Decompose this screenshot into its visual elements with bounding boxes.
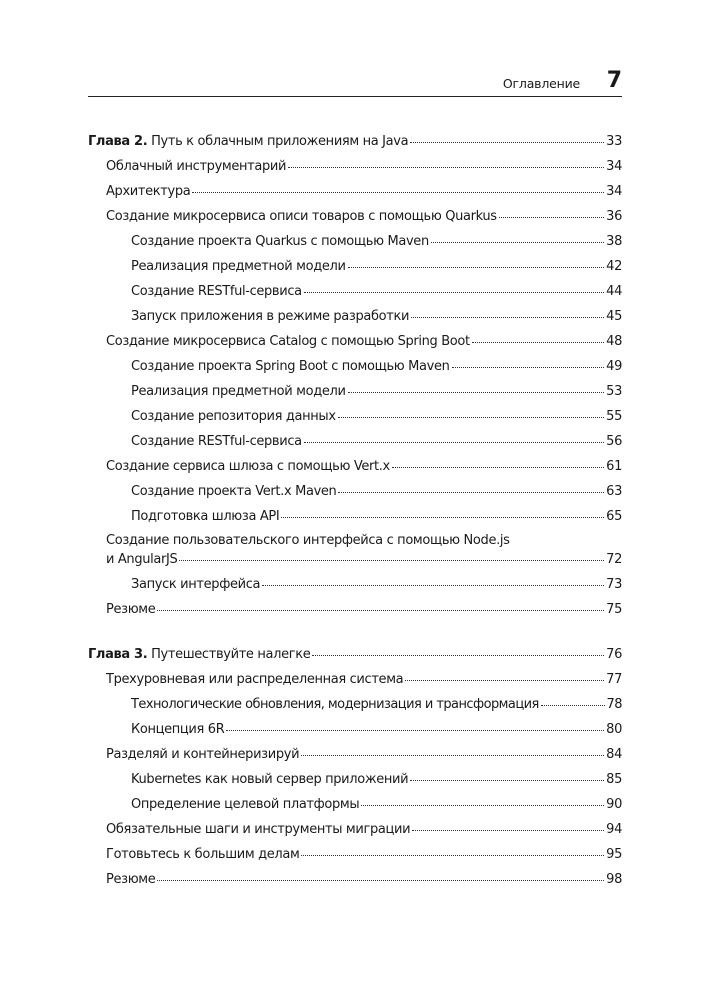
- toc-page: 56: [606, 434, 622, 449]
- dot-leader: [281, 517, 604, 518]
- toc-page: 44: [606, 284, 622, 299]
- dot-leader: [361, 805, 604, 806]
- toc-page: 38: [606, 234, 622, 249]
- toc-subentry[interactable]: [131, 259, 622, 275]
- dot-leader: [472, 342, 604, 343]
- page-number: 7: [606, 68, 622, 93]
- toc-entry-text: Создание проекта Quarkus с помощью Maven: [131, 234, 429, 249]
- toc-page: 78: [606, 697, 622, 712]
- toc-entry-text: Резюме: [106, 872, 156, 887]
- dot-leader: [312, 655, 604, 656]
- dot-leader: [392, 467, 604, 468]
- toc-page: 77: [606, 672, 622, 687]
- dot-leader: [338, 417, 604, 418]
- toc-subentry[interactable]: [131, 577, 622, 593]
- chapter-label: Глава 3.: [88, 647, 148, 662]
- dot-leader: [499, 217, 604, 218]
- toc-page: 36: [606, 209, 622, 224]
- toc-entry-text: Создание проекта Spring Boot с помощью Maven: [131, 359, 450, 374]
- toc-entry[interactable]: [106, 334, 622, 350]
- toc-subentry[interactable]: [131, 434, 622, 450]
- toc-entry-text: Создание RESTful-сервиса: [131, 434, 302, 449]
- dot-leader: [410, 142, 604, 143]
- dot-leader: [452, 367, 605, 368]
- dot-leader: [301, 855, 604, 856]
- toc-entry-text: Запуск приложения в режиме разработки: [131, 309, 410, 324]
- toc-page: 34: [606, 184, 622, 199]
- toc-subentry[interactable]: [131, 309, 622, 325]
- toc-subentry[interactable]: [131, 484, 622, 500]
- toc-page: 65: [606, 509, 622, 524]
- toc-entry-text: Создание микросервиса описи товаров с помощью Quarkus: [106, 209, 497, 224]
- toc-entry-text: Готовьтесь к большим делам: [106, 847, 300, 862]
- toc-page: 55: [606, 409, 622, 424]
- toc-entry-text: Создание RESTful-сервиса: [131, 284, 302, 299]
- dot-leader: [410, 780, 604, 781]
- toc-subentry[interactable]: [131, 722, 622, 738]
- toc-entry-text: Облачный инструментарий: [106, 159, 287, 174]
- toc-chapter-3[interactable]: [88, 647, 622, 663]
- toc-chapter-2[interactable]: [88, 134, 622, 150]
- dot-leader: [157, 610, 604, 611]
- toc-entry-text: Реализация предметной модели: [131, 384, 346, 399]
- toc-page: 84: [606, 747, 622, 762]
- toc-entry-text: Создание сервиса шлюза с помощью Vert.x: [106, 459, 390, 474]
- toc-page: 63: [606, 484, 622, 499]
- toc-page: 48: [606, 334, 622, 349]
- toc-entry-text: Реализация предметной модели: [131, 259, 346, 274]
- running-header: [88, 66, 622, 97]
- toc-entry[interactable]: [106, 847, 622, 863]
- toc-page: 80: [606, 722, 622, 737]
- toc-page: 42: [606, 259, 622, 274]
- dot-leader: [348, 392, 605, 393]
- toc-page: 85: [606, 772, 622, 787]
- toc-entry-text: Технологические обновления, модернизация и трансформация: [131, 697, 539, 712]
- toc-page: 95: [606, 847, 622, 862]
- dot-leader: [338, 492, 604, 493]
- dot-leader: [288, 167, 604, 168]
- toc-subentry[interactable]: [131, 797, 622, 813]
- dot-leader: [411, 317, 604, 318]
- toc-page: 49: [606, 359, 622, 374]
- toc-entry-text: Архитектура: [106, 184, 191, 199]
- dot-leader: [541, 705, 605, 706]
- toc-subentry[interactable]: [131, 409, 622, 425]
- toc-page: 73: [606, 577, 622, 592]
- chapter-title: Путь к облачным приложениям на Java: [151, 134, 409, 149]
- toc-entry[interactable]: [106, 672, 622, 688]
- toc-entry-text: Создание репозитория данных: [131, 409, 336, 424]
- toc-page: 72: [606, 552, 622, 567]
- dot-leader: [348, 267, 605, 268]
- toc-subentry[interactable]: [131, 284, 622, 300]
- dot-leader: [304, 292, 604, 293]
- toc-subentry[interactable]: [131, 509, 622, 525]
- toc-entry[interactable]: [106, 872, 622, 888]
- dot-leader: [262, 585, 604, 586]
- toc-entry[interactable]: [106, 747, 622, 763]
- toc-entry-text[interactable]: Создание пользовательского интерфейса с помощью Node.js: [106, 533, 510, 548]
- toc-page: 75: [606, 602, 622, 617]
- toc-entry-text: Создание проекта Vert.x Maven: [131, 484, 337, 499]
- toc-entry-text: Резюме: [106, 602, 156, 617]
- toc-entry[interactable]: [106, 159, 622, 175]
- header-title: Оглавление: [502, 76, 580, 91]
- chapter-title: Путешествуйте налегке: [151, 647, 311, 662]
- toc-entry[interactable]: [106, 822, 622, 838]
- toc-entry-text: Kubernetes как новый сервер приложений: [131, 772, 409, 787]
- toc-subentry[interactable]: [131, 697, 622, 713]
- toc-entry[interactable]: [106, 602, 622, 618]
- toc-page: 53: [606, 384, 622, 399]
- toc-entry-text-continued: и AngularJS: [106, 552, 178, 567]
- toc-subentry[interactable]: [131, 384, 622, 400]
- toc-entry-text: Обязательные шаги и инструменты миграции: [106, 822, 411, 837]
- dot-leader: [157, 880, 604, 881]
- toc-subentry[interactable]: [131, 359, 622, 375]
- toc-page: 90: [606, 797, 622, 812]
- toc-subentry[interactable]: [131, 772, 622, 788]
- dot-leader: [405, 680, 604, 681]
- toc-entry-text: Запуск интерфейса: [131, 577, 261, 592]
- toc-page: 76: [606, 647, 622, 662]
- dot-leader: [304, 442, 604, 443]
- toc-entry-text: Создание микросервиса Catalog с помощью Spring Boot: [106, 334, 470, 349]
- dot-leader: [226, 730, 604, 731]
- toc-page: 98: [606, 872, 622, 887]
- toc-page: 61: [606, 459, 622, 474]
- toc-entry[interactable]: [106, 552, 622, 568]
- dot-leader: [431, 242, 604, 243]
- toc-page: 45: [606, 309, 622, 324]
- toc-entry[interactable]: [106, 209, 622, 225]
- toc-page: 94: [606, 822, 622, 837]
- toc-page: 33: [606, 134, 622, 149]
- dot-leader: [301, 755, 604, 756]
- dot-leader: [179, 560, 604, 561]
- toc-entry-text: Концепция 6R: [131, 722, 225, 737]
- toc-entry-text: Определение целевой платформы: [131, 797, 360, 812]
- dot-leader: [412, 830, 604, 831]
- toc-entry-text: Трехуровневая или распределенная система: [106, 672, 404, 687]
- toc-entry[interactable]: [106, 184, 622, 200]
- toc-page: 34: [606, 159, 622, 174]
- chapter-label: Глава 2.: [88, 134, 148, 149]
- toc-entry[interactable]: [106, 459, 622, 475]
- toc-entry-text: Разделяй и контейнеризируй: [106, 747, 300, 762]
- toc-entry-text: Подготовка шлюза API: [131, 509, 280, 524]
- dot-leader: [192, 192, 604, 193]
- toc-subentry[interactable]: [131, 234, 622, 250]
